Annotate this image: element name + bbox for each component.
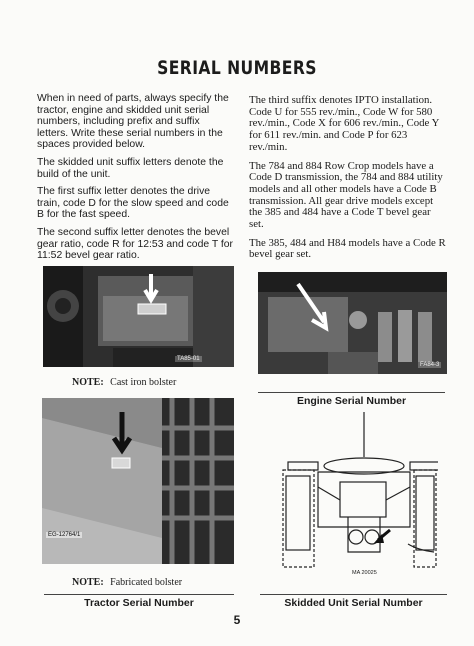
intro-paragraph: When in need of parts, always specify the tractor, engine and skidded unit serial numbers, including prefix and suffix letters. Write these serial numbers in the spaces provided below. — [37, 93, 229, 151]
cast-iron-note — [72, 377, 176, 388]
fabricated-photo-ref: EG-12764/1 — [48, 532, 81, 538]
right-column — [249, 95, 447, 261]
skidded-serial-rule — [260, 594, 447, 595]
engine-photo-ref: FA84-3 — [420, 362, 440, 368]
suffix-paragraph: The skidded unit suffix letters denote the build of the unit. — [37, 156, 224, 180]
cast-iron-photo-ref: TA85-01 — [177, 356, 200, 362]
cast-iron-bolster-illustration — [43, 266, 234, 367]
fabricated-note — [72, 577, 182, 588]
left-column — [37, 93, 233, 262]
page-number: 5 — [233, 613, 241, 627]
fabricated-bolster-photo — [42, 398, 234, 564]
bevel-gear-paragraph: The second suffix letter denotes the bevel gear ratio, code R for 12:53 and code T for 11:52 bevel gear ratio. — [37, 226, 234, 262]
fabricated-bolster-illustration — [42, 398, 234, 564]
drive-train-paragraph: The first suffix letter denotes the drive train, code D for the slow speed and code B for the fast speed. — [37, 186, 229, 221]
ipto-paragraph: The third suffix denotes IPTO installation. Code U for 555 rev./min., Code W for 580 rev./min., Code X for 606 rev./min., Code Y for 611 rev./min. and Code P for 623 rev./min. — [249, 94, 440, 153]
skidded-drawing-ref: MA 20025 — [352, 570, 377, 576]
engine-serial-heading: Engine Serial Number — [296, 395, 407, 407]
transmission-paragraph: The 784 and 884 Row Crop models have a Code D transmission, the 784 and 884 utility models and all other models have a Code B transmission. All gear drive models except the 385 and 484 have a Code T bevel gear set. — [249, 159, 443, 231]
cast-iron-note-text: Cast iron bolster — [110, 377, 177, 388]
cast-iron-bolster-photo — [43, 266, 234, 367]
page-title: SERIAL NUMBERS — [157, 57, 317, 79]
engine-photo — [258, 272, 447, 374]
cast-iron-note-label: NOTE: — [72, 377, 104, 388]
skidded-unit-illustration — [278, 412, 438, 582]
tractor-serial-rule — [44, 594, 234, 595]
bevel-set-paragraph: The 385, 484 and H84 models have a Code R bevel gear set. — [249, 236, 446, 261]
skidded-unit-drawing — [278, 412, 438, 582]
engine-illustration — [258, 272, 447, 374]
fabricated-note-text: Fabricated bolster — [110, 577, 183, 588]
tractor-serial-heading: Tractor Serial Number — [84, 597, 194, 609]
skidded-serial-heading: Skidded Unit Serial Number — [284, 597, 423, 609]
fabricated-note-label: NOTE: — [72, 577, 104, 588]
engine-serial-rule — [258, 392, 445, 393]
